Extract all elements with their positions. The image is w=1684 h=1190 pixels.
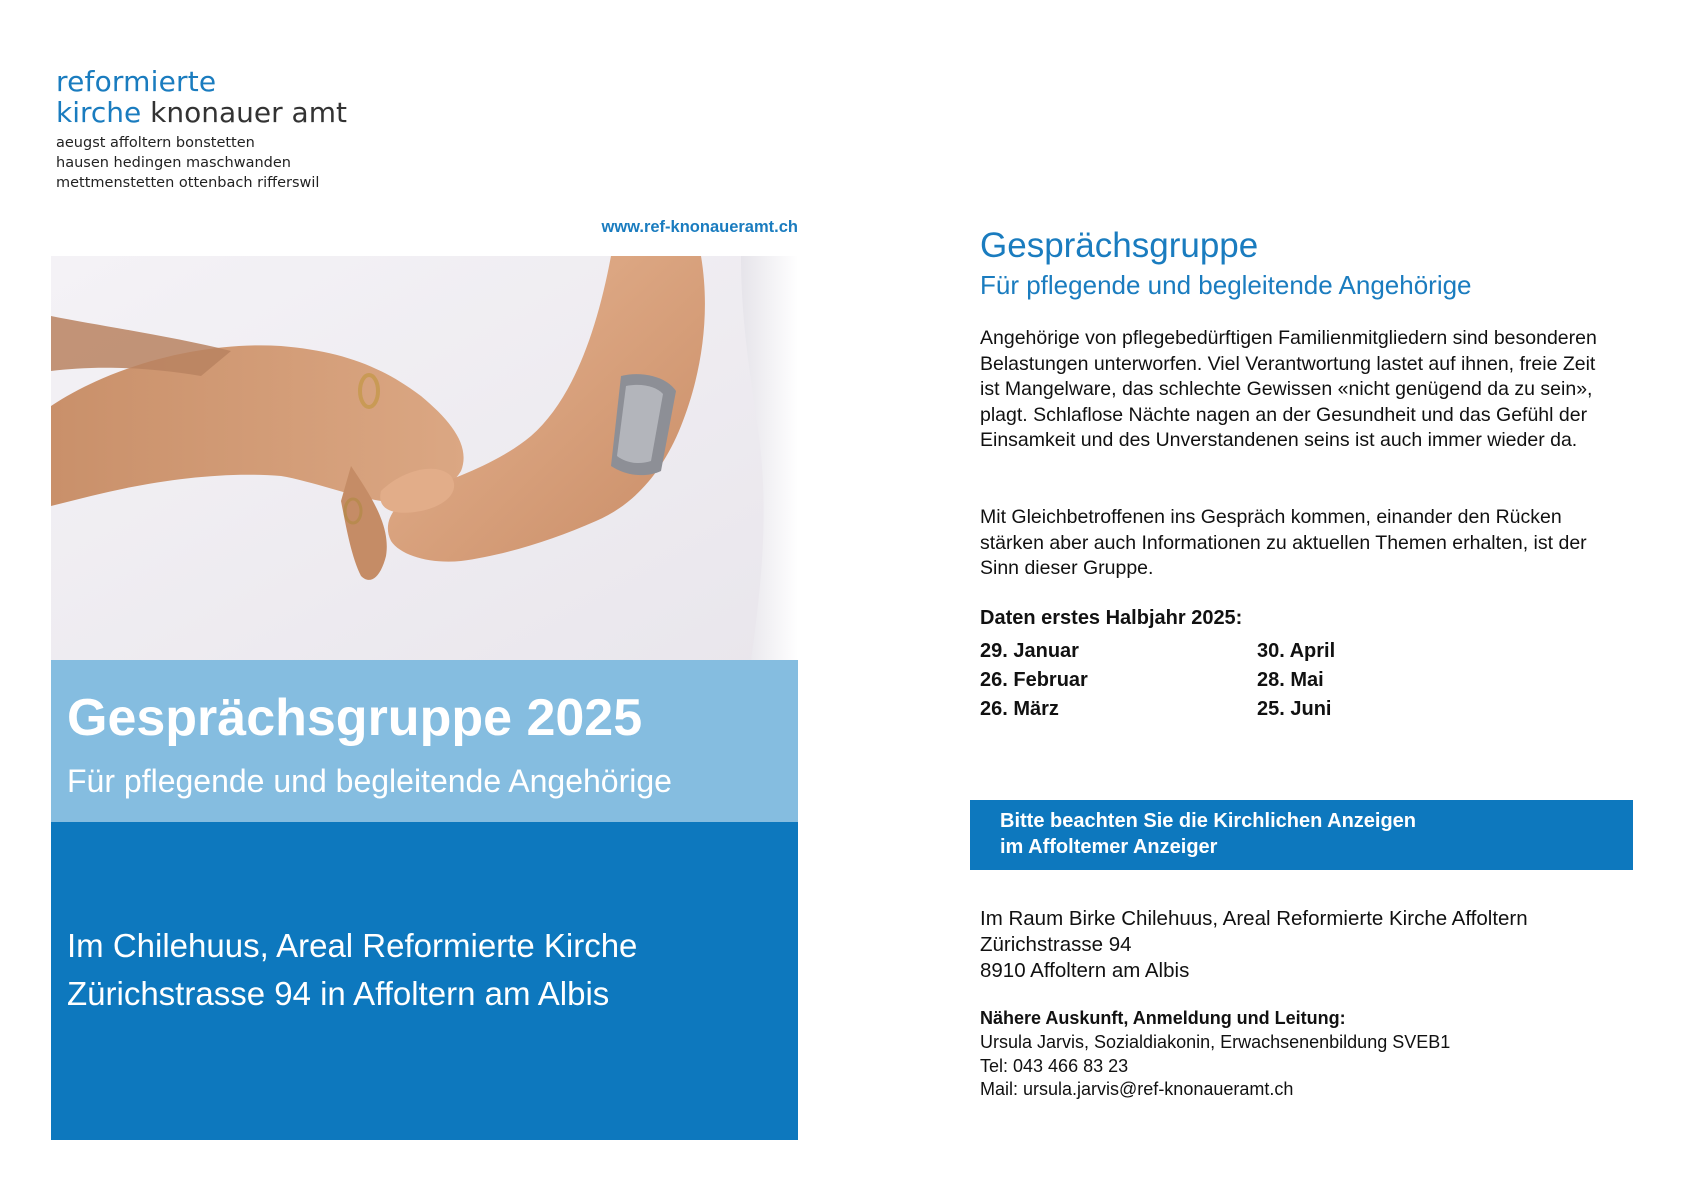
hands-photo-illustration [51,256,798,661]
info-paragraph-2: Mit Gleichbetroffenen ins Gespräch kommen, einander den Rücken stärken aber auch Informationen zu aktuellen Themen erhalten, ist der Sinn dieser Gruppe. [980,506,1587,579]
cover-location-line: Zürichstrasse 94 in Affoltern am Albis [67,975,610,1012]
date-item: 26. März [980,698,1059,720]
contact-phone[interactable]: Tel: 043 466 83 23 [980,1055,1129,1076]
logo-towns-line: aeugst affoltern bonstetten [56,135,255,151]
address-line: Im Raum Birke Chilehuus, Areal Reformierte Kirche Affoltern [980,907,1528,930]
notice-line: im Affoltemer Anzeiger [1000,836,1218,858]
address [980,906,1528,984]
contact-person: Ursula Jarvis, Sozialdiakonin, Erwachsenenbildung SVEB1 [980,1032,1451,1052]
contact-heading: Nähere Auskunft, Anmeldung und Leitung: [980,1008,1346,1028]
dates-list [980,637,1400,724]
date-item: 26. Februar [980,669,1088,691]
hands-photo [51,256,798,661]
cover-title: Gesprächsgruppe 2025 [67,689,643,747]
info-title: Gesprächsgruppe [980,226,1259,265]
cover-location-band [51,822,798,1140]
website-link[interactable]: www.ref-knonaueramt.ch [601,218,798,236]
logo [56,66,347,193]
logo-line-reformierte: reformierte [56,65,217,98]
info-paragraph-1: Angehörige von pflegebedürftigen Familienmitgliedern sind besonderen Belastungen unterworfen. Viel Verantwortung lastet auf ihnen, freie Zeit ist Mangelware, das schlechte Gewissen «nicht genügend da zu sein», plagt. Schlaflose Nächte nagen an der Gesundheit und das Gefühl der Einsamkeit und des Unverstandenen seins ist auch immer wieder da. [980,327,1597,451]
notice-text [1000,808,1416,860]
address-line: Zürichstrasse 94 [980,933,1132,956]
date-item: 25. Juni [1257,698,1332,720]
contact-details [980,1031,1450,1102]
logo-towns [56,133,347,193]
contact-email[interactable]: Mail: ursula.jarvis@ref-knonaueramt.ch [980,1079,1294,1099]
notice-banner [970,800,1633,870]
date-item: 30. April [1257,640,1336,662]
logo-towns-line: mettmenstetten ottenbach rifferswil [56,175,320,191]
logo-line-kirche [56,97,347,128]
cover-location [67,922,637,1018]
logo-knonauer-amt: knonauer amt [150,96,347,129]
address-line: 8910 Affoltern am Albis [980,959,1190,982]
logo-towns-line: hausen hedingen maschwanden [56,155,291,171]
date-item: 29. Januar [980,640,1079,662]
date-item: 28. Mai [1257,669,1324,691]
notice-line: Bitte beachten Sie die Kirchlichen Anzeigen [1000,810,1417,832]
logo-kirche: kirche [56,96,142,129]
dates-heading: Daten erstes Halbjahr 2025: [980,607,1243,629]
cover-subtitle: Für pflegende und begleitende Angehörige [67,763,672,799]
info-subtitle: Für pflegende und begleitende Angehörige [980,270,1472,300]
cover-title-band [51,660,798,822]
cover-location-line: Im Chilehuus, Areal Reformierte Kirche [67,927,638,964]
